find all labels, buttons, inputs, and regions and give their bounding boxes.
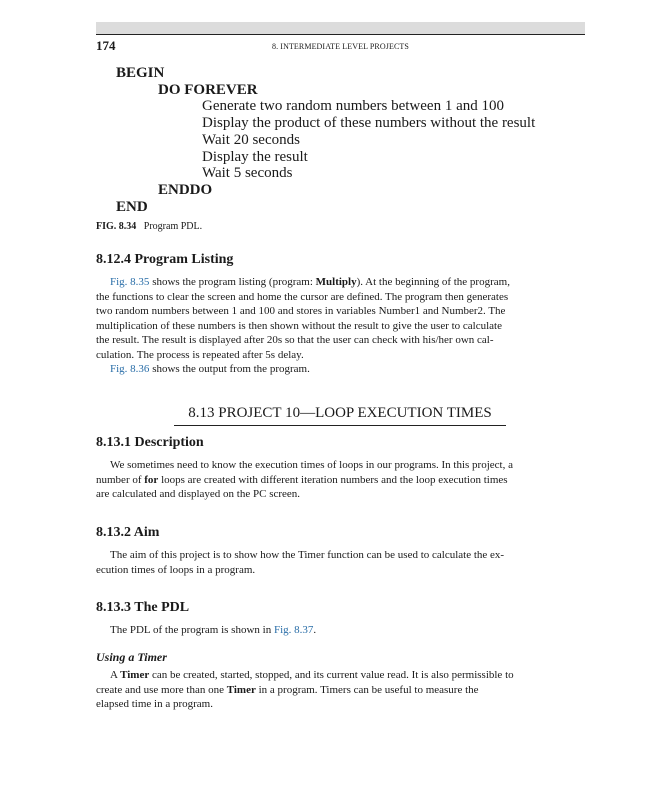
running-title: 8. INTERMEDIATE LEVEL PROJECTS	[272, 42, 409, 51]
pdl-do-forever: DO FOREVER	[158, 82, 258, 98]
pdl-step: Generate two random numbers between 1 and 100	[202, 98, 504, 114]
pdl-paragraph: The PDL of the program is shown in Fig. 8.37.	[110, 624, 317, 636]
fig-8-36-link[interactable]: Fig. 8.36	[110, 363, 150, 375]
figure-caption: FIG. 8.34 Program PDL.	[96, 221, 203, 232]
pdl-end: END	[116, 199, 148, 215]
pdl-enddo: ENDDO	[158, 182, 213, 198]
header-bar	[96, 22, 585, 34]
pdl-step: Wait 5 seconds	[202, 165, 293, 181]
section-heading: 8.13.3 The PDL	[96, 600, 190, 615]
pdl-begin: BEGIN	[116, 65, 165, 81]
aim-paragraph: The aim of this project is to show how the Timer function can be used to calculate the ex- ecution times of loops in a program.	[96, 549, 505, 576]
fig-8-37-link[interactable]: Fig. 8.37	[273, 624, 314, 636]
program-listing-paragraph: Fig. 8.35 shows the program listing (program: Multiply). At the beginning of the program, the functions to clear the screen and home the cursor are defined. The program then generates two random numbers between 1 and 100 and stores in variables Number1 and Number2. The multiplication of these numbers is then shown without the result to give the user to calculate the result. The result is displayed after 20s so that the user can check with his/her own cal- culation. The process is repeated after 5s delay. Fig. 8.36 shows the output from the program.	[96, 276, 510, 375]
fig-8-35-link[interactable]: Fig. 8.35	[110, 276, 150, 288]
section-heading: 8.13.1 Description	[96, 435, 204, 450]
subsection-heading: Using a Timer	[96, 650, 167, 664]
pdl-step: Display the result	[202, 149, 308, 165]
page-number: 174	[96, 38, 116, 53]
timer-paragraph: A Timer can be created, started, stopped, and its current value read. It is also permissible to create and use more than one Timer in a program. Timers can be useful to measure the elapsed time in a program.	[96, 669, 514, 710]
project-heading: 8.13 PROJECT 10—LOOP EXECUTION TIMES	[174, 405, 506, 426]
pdl-step: Display the product of these numbers without the result	[202, 115, 536, 131]
section-heading: 8.13.2 Aim	[96, 525, 160, 540]
pdl-step: Wait 20 seconds	[202, 132, 300, 148]
section-heading: 8.12.4 Program Listing	[96, 252, 234, 267]
header-rule	[96, 34, 585, 35]
description-paragraph: We sometimes need to know the execution times of loops in our programs. In this project, a number of for loops are created with different iteration numbers and the loop execution times are calculated and displayed on the PC screen.	[96, 459, 513, 500]
